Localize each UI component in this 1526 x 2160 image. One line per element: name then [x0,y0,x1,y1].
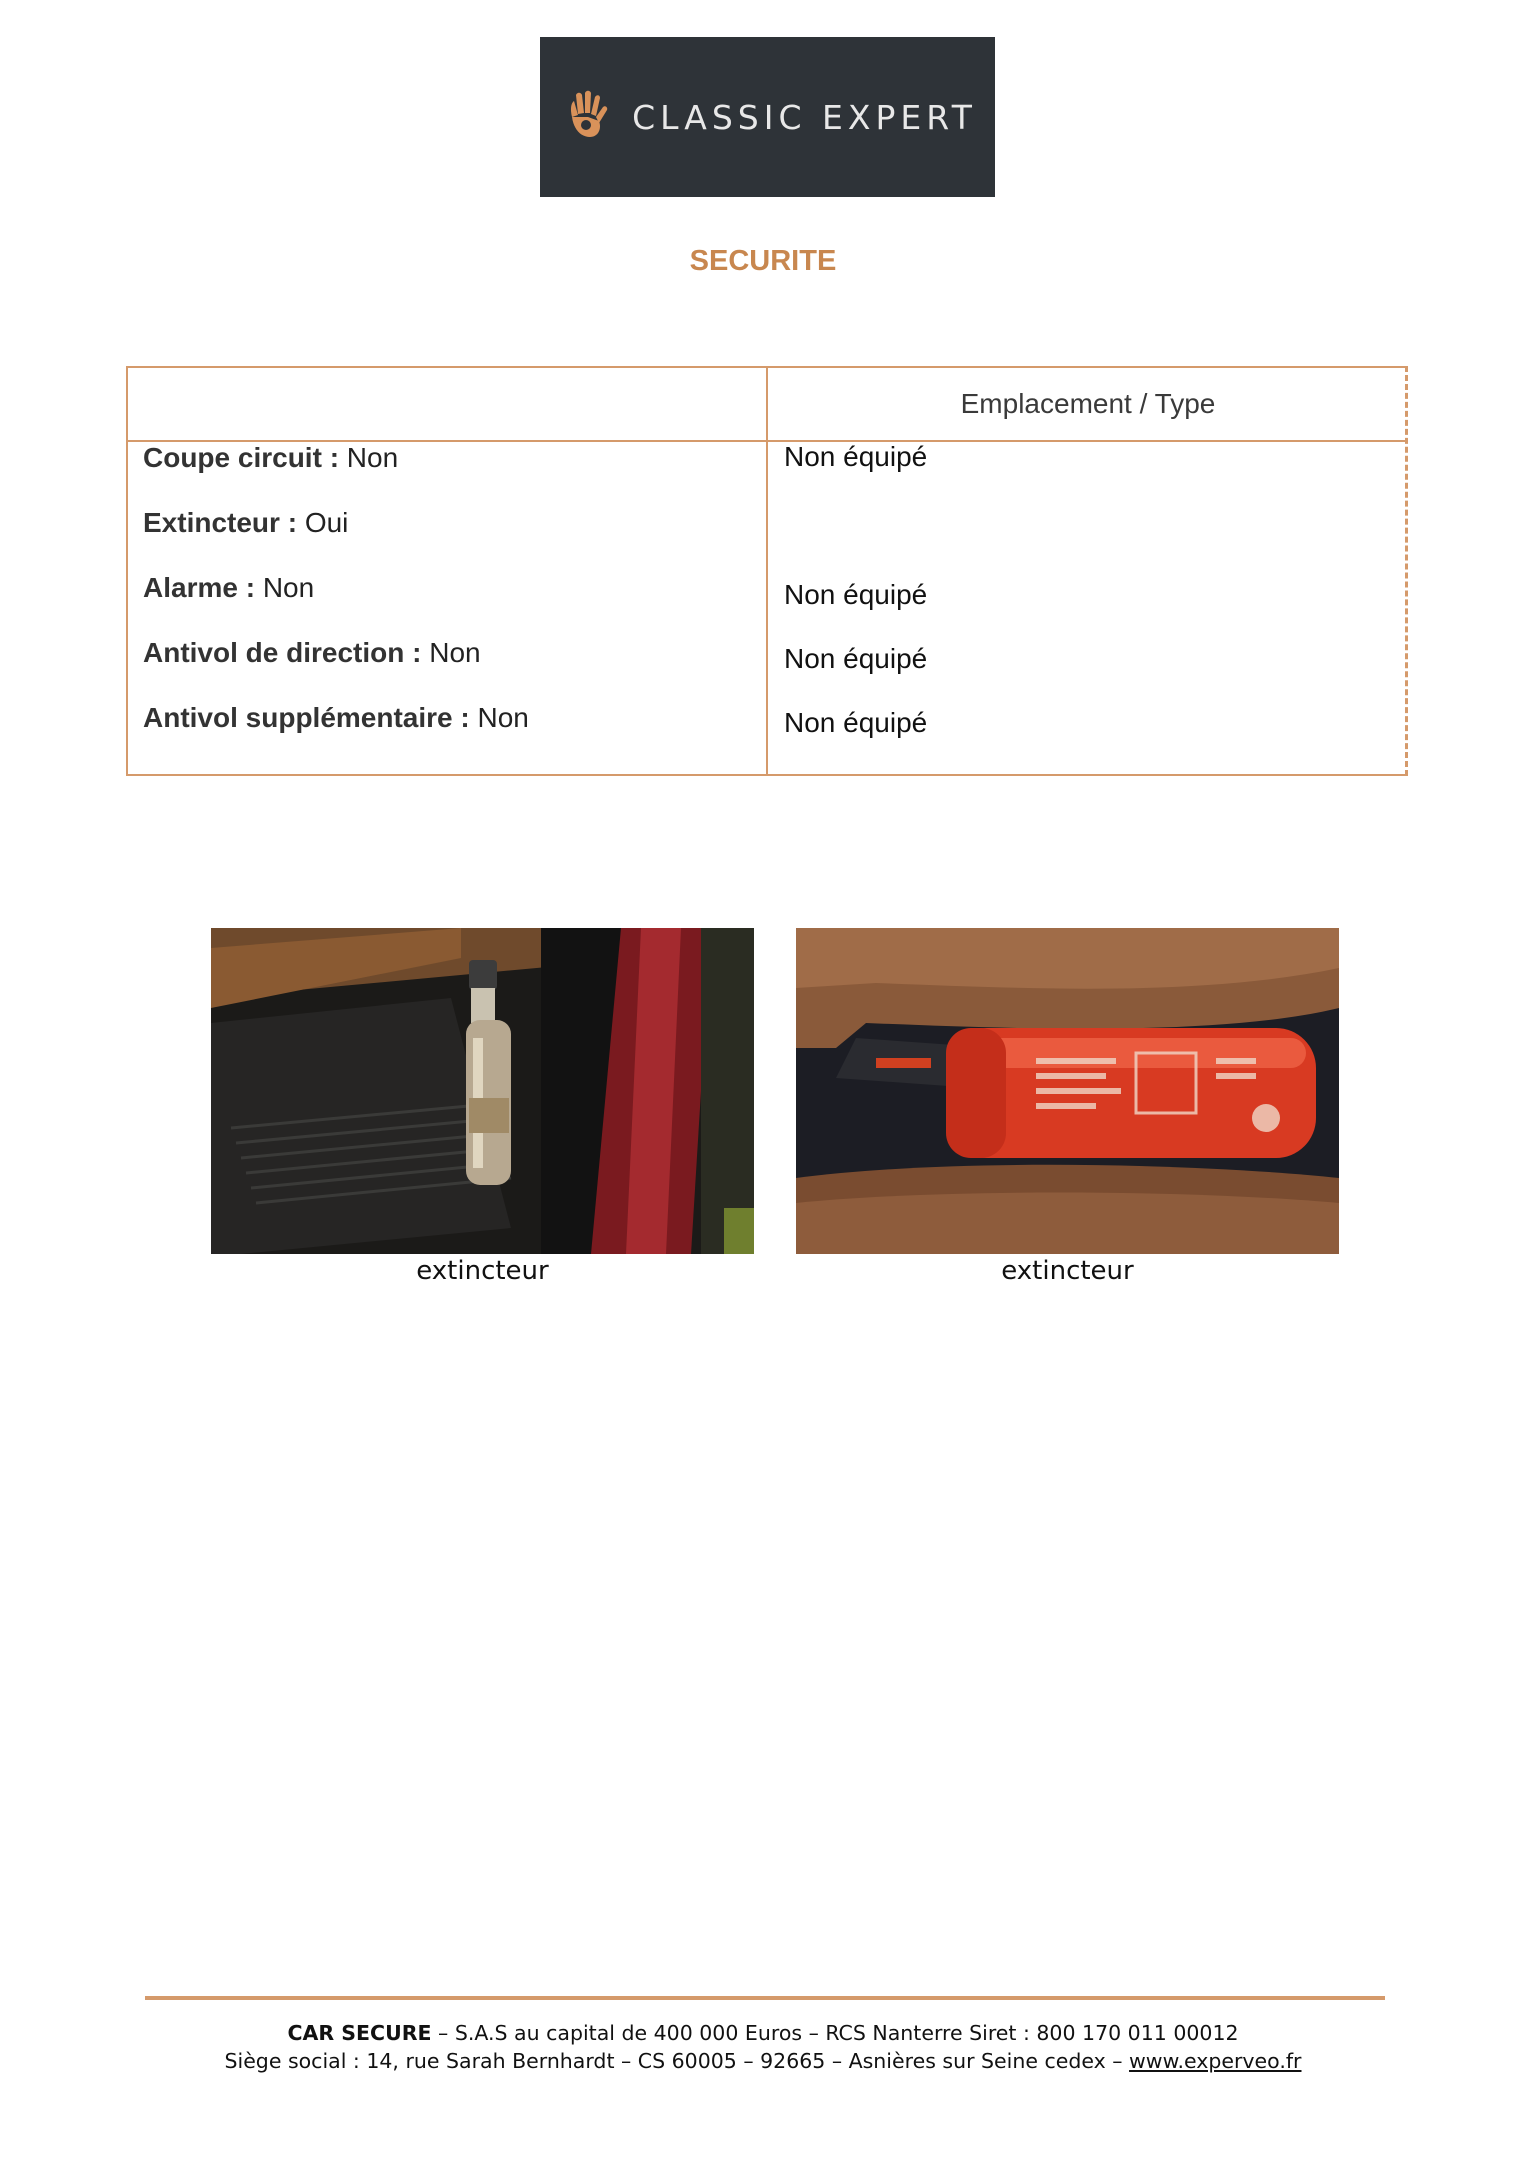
photo-caption: extincteur [1001,1256,1134,1286]
table-column-divider [766,368,768,774]
photo-extinguisher-2 [796,928,1339,1254]
table-right-border [1405,366,1408,776]
logo-text: CLASSIC EXPERT [632,97,977,137]
row-location: Non équipé [784,579,928,610]
row-alarme [143,572,314,604]
page-title: SECURITE [689,245,837,277]
company-logo [540,37,995,197]
row-coupe-circuit [143,442,398,474]
red-extinguisher-photo [796,928,1339,1254]
row-label: Antivol de direction : [143,637,422,668]
small-extinguisher-photo [211,928,754,1254]
row-location: Non équipé [784,643,928,674]
footer-address: Siège social : 14, rue Sarah Bernhardt – CS 60005 – 92665 – Asnières sur Seine cedex – [224,2049,1130,2073]
photo-extinguisher-1 [211,928,754,1254]
footer-legal: – S.A.S au capital de 400 000 Euros – RCS Nanterre Siret : 800 170 011 00012 [431,2021,1239,2045]
row-value: Non [477,702,529,733]
row-value: Oui [304,507,349,538]
row-value: Non [262,572,315,603]
security-table [126,366,1406,776]
row-value: Non [346,442,399,473]
row-label: Extincteur : [143,507,298,538]
row-value: Non [429,637,481,668]
footer-website-link[interactable]: www.experveo.fr [1129,2049,1302,2073]
row-antivol-supplementaire [143,702,529,734]
row-location: Non équipé [784,441,928,472]
photo-caption: extincteur [416,1256,549,1286]
footer-divider [145,1996,1385,2000]
row-extincteur [143,507,348,539]
footer-company: CAR SECURE [287,2021,432,2045]
row-label: Coupe circuit : [143,442,340,473]
column-header-location: Emplacement / Type [960,388,1216,419]
footer-line-2 [0,2049,1526,2073]
row-label: Alarme : [143,572,256,603]
row-label: Antivol supplémentaire : [143,702,470,733]
hand-logo-icon [558,87,618,147]
row-antivol-direction [143,637,481,669]
footer-line-1 [0,2021,1526,2045]
row-location: Non équipé [784,707,928,738]
